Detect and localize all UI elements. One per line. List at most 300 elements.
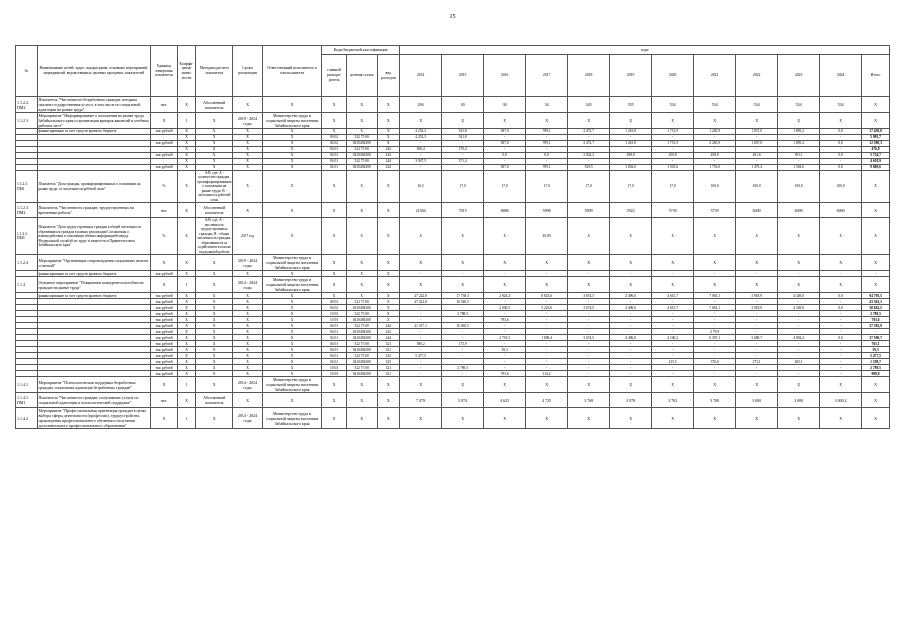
cell-coef: X [177, 323, 195, 329]
table-row [16, 218, 890, 255]
cell-year-2015: - [442, 165, 484, 171]
cell-year-2017: - [526, 147, 568, 153]
cell-year-2019: 4 496,0 [610, 293, 652, 299]
cell-year-2019: X [610, 408, 652, 429]
cell-year-2021: 534 [694, 97, 736, 113]
program-table-wrapper [15, 45, 890, 429]
cell-coef: 1 [177, 113, 195, 129]
cell-coef: X [177, 311, 195, 317]
cell-method: X [196, 135, 233, 141]
cell-year-Итого: 2 789,5 [862, 311, 890, 317]
cell-term: X [233, 347, 263, 353]
cell-coef: X [177, 329, 195, 335]
cell-year-2015: 541,8 [442, 129, 484, 135]
cell-year-2016: - [484, 329, 526, 335]
cell-year-2022: - [736, 347, 778, 353]
cell-exec: X [262, 347, 321, 353]
cell-unit: тыс.рублей [151, 329, 178, 335]
cell-year-Итого: 793,6 [862, 317, 890, 323]
cell-year-2016: 4 625 [484, 393, 526, 408]
cell-term: 2014 - 2024 годы [233, 408, 263, 429]
cell-year-Итого: 12 390,3 [862, 141, 890, 147]
cell-exec: X [262, 271, 321, 277]
cell-name: Показатель "Численность граждан, трудоустроенных на временные работы" [37, 203, 151, 218]
cell-method: А/В, где: А - количество граждан, проинформированных о положении на рынке труда; В - численность рабочей силы [197, 171, 232, 202]
cell-year-2024: 6000 [820, 203, 862, 218]
col-year-2022: 2022 [736, 55, 778, 97]
cell-code2: 0410494300 [346, 329, 377, 335]
cell-year-2019: - [610, 135, 652, 141]
cell-year-2015: - [442, 335, 484, 341]
col-year-2014: 2014 [400, 55, 442, 97]
cell-year-2016: - [484, 359, 526, 365]
cell-year-2021: 458,8 [694, 153, 736, 159]
cell-year-2022: - [736, 311, 778, 317]
cell-term: X [233, 371, 263, 377]
cell-code3: X [377, 393, 400, 408]
cell-year-2016: - [484, 341, 526, 347]
cell-year-2015: 16 065,5 [442, 323, 484, 329]
cell-year-2015: 2 789,5 [442, 365, 484, 371]
cell-year-Итого: 94 795,5 [862, 293, 890, 299]
cell-year-2020: 1 751,9 [652, 129, 694, 135]
table-row [16, 393, 890, 408]
cell-year-2022: - [736, 299, 778, 305]
cell-exec: X [262, 203, 321, 218]
cell-code1: X [322, 255, 347, 271]
cell-exec: X [262, 147, 321, 153]
cell-unit: тыс.рублей [151, 359, 178, 365]
cell-year-2019: X [610, 218, 652, 255]
cell-year-2018: - [568, 323, 610, 329]
cell-code1: X [322, 113, 347, 129]
cell-year-2021: - [694, 135, 736, 141]
cell-year-2021: 7 063,1 [694, 305, 736, 311]
cell-year-2019: 3 978 [610, 393, 652, 408]
cell-year-Итого: X [862, 277, 890, 293]
cell-term: X [233, 305, 263, 311]
cell-year-2019: - [610, 317, 652, 323]
cell-code3: 242 [377, 153, 400, 159]
cell-coef: X [177, 299, 195, 305]
cell-year-2023: 283,1 [778, 359, 820, 365]
cell-code3: 244 [377, 165, 400, 171]
cell-code3: 321 [377, 341, 400, 347]
cell-year-2014: X [400, 255, 442, 271]
cell-name: Мероприятие "Информирование о положении на рынке труда Забайкальского края и организация ярмарок вакансий и учебных рабочих мест" [38, 113, 149, 128]
cell-year-Итого: 9 680,6 [862, 165, 890, 171]
cell-coef: X [177, 341, 195, 347]
cell-year-2018: 345 [568, 97, 610, 113]
cell-year-2016: X [484, 377, 526, 393]
cell-year-2016: 2 791,5 [484, 335, 526, 341]
cell-code1: X [322, 218, 347, 255]
cell-year-2023: X [778, 218, 820, 255]
cell-year-2015: 30 [442, 97, 484, 113]
cell-year-2024: - [820, 341, 862, 347]
col-code-3: вид расходов [377, 55, 400, 97]
cell-method: X [196, 353, 233, 359]
cell-unit: тыс.рублей [151, 129, 178, 135]
cell-year-2021: X [694, 113, 736, 129]
cell-year-2023: X [778, 277, 820, 293]
cell-year-2016: 793,6 [484, 317, 526, 323]
cell-year-2021: 5739 [694, 203, 736, 218]
cell-year-2024: - [820, 299, 862, 305]
cell-code1: 10 03 [322, 311, 347, 317]
cell-year-2018: X [568, 218, 610, 255]
cell-year-2022: X [736, 377, 778, 393]
cell-method: X [196, 165, 233, 171]
cell-code2: 522 75 00 [346, 159, 377, 165]
cell-coef: X [177, 218, 195, 255]
cell-year-2015: - [442, 317, 484, 323]
cell-year-2015: 17 738,3 [442, 293, 484, 299]
cell-code1: 10 03 [322, 365, 347, 371]
cell-code2: X [346, 377, 377, 393]
col-years: годы [400, 46, 890, 55]
cell-year-2021: - [694, 371, 736, 377]
col-term: Сроки реализации [233, 46, 263, 97]
cell-year-2023: - [778, 311, 820, 317]
cell-year-Итого: 39,3 [862, 347, 890, 353]
cell-exec: Министерство труда и социальной защиты населения Забайкальского края [262, 113, 321, 129]
cell-year-2022: - [736, 147, 778, 153]
cell-year-2015: 541,8 [442, 135, 484, 141]
cell-code1: X [322, 408, 347, 429]
cell-year-Итого: X [862, 203, 890, 218]
cell-year-2016: 793,6 [484, 371, 526, 377]
cell-year-2018: X [568, 377, 610, 393]
cell-code2: X [346, 218, 377, 255]
table-row [16, 408, 890, 429]
cell-year-2020: - [652, 271, 694, 277]
col-year-2024: 2024 [820, 55, 862, 97]
cell-unit: тыс.рублей [151, 153, 178, 159]
cell-year-2024: - [820, 147, 862, 153]
col-year-2019: 2019 [610, 55, 652, 97]
table-row [16, 171, 890, 203]
cell-year-2016: X [484, 218, 526, 255]
cell-year-2016: 2 824,4 [484, 293, 526, 299]
cell-num: 1.1.2.3. ПМ2 [16, 203, 38, 218]
cell-year-2015: - [442, 371, 484, 377]
cell-year-2023: - [778, 159, 820, 165]
cell-code1: 10 03 [322, 317, 347, 323]
cell-method: X [196, 147, 233, 153]
cell-code2: 0410494300 [346, 317, 377, 323]
cell-code2: 0410494300 [346, 141, 377, 147]
cell-year-2020: - [652, 353, 694, 359]
cell-num: 1.1.2.3. ПМ3 [16, 218, 38, 255]
cell-year-2024: - [820, 135, 862, 141]
cell-year-2024: X [820, 408, 862, 429]
cell-code3: X [377, 141, 400, 147]
cell-year-2023: - [778, 135, 820, 141]
cell-year-2017: X [526, 377, 568, 393]
cell-year-2020: X [652, 113, 694, 129]
cell-year-2019: - [610, 365, 652, 371]
cell-year-2018: - [568, 353, 610, 359]
cell-year-2024: 534 [820, 97, 862, 113]
cell-year-2019: 1 261,8 [610, 141, 652, 147]
cell-year-2022: 1 837,0 [736, 129, 778, 135]
cell-coef: X [177, 305, 195, 311]
cell-year-2017: - [526, 271, 568, 277]
cell-code1: 04 01 [322, 353, 347, 359]
cell-year-2020: - [652, 147, 694, 153]
cell-exec: X [262, 371, 321, 377]
cell-code2: 0410494300 [346, 165, 377, 171]
cell-year-2014: - [400, 329, 442, 335]
cell-coef: 1 [177, 377, 195, 393]
col-year-2015: 2015 [442, 55, 484, 97]
cell-year-2015: X [442, 277, 484, 293]
cell-year-2018: - [568, 359, 610, 365]
cell-code2: 522 75 00 [346, 135, 377, 141]
cell-year-2020: 1 501,6 [652, 165, 694, 171]
cell-year-Итого: 765,1 [862, 341, 890, 347]
cell-year-2021: 2 265,9 [694, 141, 736, 147]
cell-year-2017: 5908 [526, 203, 568, 218]
cell-method: X [196, 329, 233, 335]
col-unit: Единица измерения показателя [151, 46, 178, 97]
cell-year-2014: 7 479 [400, 393, 442, 408]
cell-year-2022: 1 475,4 [736, 165, 778, 171]
cell-name: Основное мероприятие "Повышение конкурентоспособности граждан на рынке труда" [37, 277, 151, 293]
cell-year-2017: - [526, 323, 568, 329]
cell-year-2017: - [526, 311, 568, 317]
cell-year-2020: 5739 [652, 203, 694, 218]
cell-unit: чел. [151, 203, 178, 218]
cell-year-2017: - [526, 299, 568, 305]
cell-exec: X [262, 218, 321, 255]
cell-year-2021: 1 753,0 [694, 165, 736, 171]
cell-year-2023: X [778, 113, 820, 129]
cell-year-2022: 261,6 [736, 153, 778, 159]
cell-coef: X [177, 135, 195, 141]
cell-term: X [233, 359, 263, 365]
cell-year-2018: - [568, 329, 610, 335]
cell-method: Абсолютный показатель [196, 203, 233, 218]
cell-code1: 04 01 [322, 159, 347, 165]
cell-code2: 522 75 00 [346, 323, 377, 329]
cell-year-2024: 100,0 [820, 171, 862, 203]
table-header [16, 46, 890, 97]
cell-year-2018: 3 674,5 [568, 293, 610, 299]
cell-year-2017: 34 [526, 97, 568, 113]
cell-year-2018: - [568, 311, 610, 317]
cell-coef: X [177, 353, 195, 359]
cell-year-2019: - [610, 359, 652, 365]
cell-year-Итого: 908,8 [862, 371, 890, 377]
cell-year-2019: - [610, 311, 652, 317]
cell-unit: тыс.рублей [151, 347, 178, 353]
cell-year-2020: 4 615,7 [652, 293, 694, 299]
cell-year-2024: 0,0 [820, 129, 862, 135]
cell-year-2022: - [736, 371, 778, 377]
col-year-Итого: Итого [862, 55, 890, 97]
cell-year-2014: 21564 [400, 203, 442, 218]
cell-year-2023: X [778, 377, 820, 393]
cell-year-Итого: - [862, 329, 890, 335]
cell-year-2024: - [820, 271, 862, 277]
cell-year-2019: 4 496,0 [610, 335, 652, 341]
cell-year-2019: - [610, 299, 652, 305]
cell-code1: 00 02 [322, 299, 347, 305]
table-row [16, 255, 890, 271]
cell-year-2016: 39,3 [484, 347, 526, 353]
cell-year-2018: X [568, 255, 610, 271]
cell-unit: X [151, 408, 178, 429]
cell-year-2021: X [694, 277, 736, 293]
cell-code2: 522 75 00 [346, 299, 377, 305]
table-row [16, 113, 890, 129]
cell-year-2014: - [400, 335, 442, 341]
cell-code1: 00 02 [322, 135, 347, 141]
cell-year-2015: 170,4 [442, 147, 484, 153]
cell-year-2021: X [694, 377, 736, 393]
cell-year-2020: - [652, 329, 694, 335]
cell-year-2019: X [610, 255, 652, 271]
cell-year-2022: 3 000 [736, 393, 778, 408]
cell-year-2014: X [400, 408, 442, 429]
cell-code2: 522 75 00 [346, 147, 377, 153]
cell-year-2018: - [568, 147, 610, 153]
cell-term: X [233, 299, 263, 305]
cell-code3: X [377, 129, 400, 135]
cell-year-2014: - [400, 347, 442, 353]
cell-code2: X [346, 293, 377, 299]
cell-year-Итого: 17 458,8 [862, 129, 890, 135]
cell-year-2016: - [484, 135, 526, 141]
cell-code3: X [377, 135, 400, 141]
cell-year-2021: - [694, 159, 736, 165]
cell-method: X [196, 317, 233, 323]
cell-year-2022: 6000 [736, 203, 778, 218]
cell-year-2019: 4 496,0 [610, 305, 652, 311]
cell-exec: X [262, 323, 321, 329]
cell-year-2015: 7815 [442, 203, 484, 218]
cell-exec: X [262, 335, 321, 341]
cell-term: X [233, 153, 263, 159]
cell-unit: тыс.рублей [151, 293, 178, 299]
cell-year-2019: - [610, 159, 652, 165]
cell-code2: 522 75 00 [346, 341, 377, 347]
cell-year-Итого: X [862, 255, 890, 271]
cell-year-2016: 30 [484, 97, 526, 113]
cell-code3: X [377, 317, 400, 323]
cell-code2: 0410494300 [346, 371, 377, 377]
cell-year-2024: - [820, 365, 862, 371]
cell-year-2021: - [694, 299, 736, 305]
cell-code1: 04 01 [322, 147, 347, 153]
cell-code2: 0410494300 [346, 305, 377, 311]
cell-exec: Министерство труда и социальной защиты населения Забайкальского края [262, 277, 321, 293]
cell-unit: тыс.рублей [151, 299, 178, 305]
cell-code2: X [346, 408, 377, 429]
cell-year-2014: - [400, 305, 442, 311]
cell-coef: 1 [177, 277, 195, 293]
cell-year-2019: 1 002,0 [610, 165, 652, 171]
cell-term: X [233, 335, 263, 341]
cell-code1: 04 02 [322, 141, 347, 147]
cell-year-2016: X [484, 408, 526, 429]
cell-year-2014: - [400, 165, 442, 171]
cell-name: Показатель "Доля граждан, проинформированных о положении на рынке труда, от численности рабочей силы" [37, 171, 151, 203]
cell-code3: X [377, 97, 400, 113]
cell-code1: X [322, 97, 347, 113]
cell-code3: 244 [377, 323, 400, 329]
cell-code1: X [322, 271, 347, 277]
cell-year-2023: - [778, 365, 820, 371]
cell-code2: X [346, 129, 377, 135]
cell-code1: X [322, 129, 347, 135]
cell-year-2018: 2 042,2 [568, 153, 610, 159]
cell-year-2014: - [400, 311, 442, 317]
cell-year-2022: 3 918,9 [736, 305, 778, 311]
cell-year-2015: 175,9 [442, 341, 484, 347]
cell-coef: X [177, 371, 195, 377]
cell-exec: X [262, 317, 321, 323]
cell-method: X [196, 365, 233, 371]
cell-year-2015: - [442, 347, 484, 353]
cell-year-2022: X [736, 408, 778, 429]
cell-method: X [196, 113, 233, 129]
cell-year-2022: X [736, 277, 778, 293]
cell-unit: X [151, 377, 178, 393]
cell-year-2023: 100,0 [778, 171, 820, 203]
cell-year-2017: - [526, 353, 568, 359]
cell-year-2015: - [442, 305, 484, 311]
cell-year-2015: 5 874 [442, 393, 484, 408]
cell-code2: 0410494300 [346, 153, 377, 159]
cell-term: 2014 - 2024 годы [233, 277, 263, 293]
cell-year-2019: - [610, 271, 652, 277]
cell-coef: X [177, 335, 195, 341]
cell-year-2020: 250,8 [652, 153, 694, 159]
cell-year-2020: 1 751,9 [652, 141, 694, 147]
cell-code2: 522 75 00 [346, 365, 377, 371]
cell-year-2020: - [652, 311, 694, 317]
cell-year-2018: - [568, 371, 610, 377]
cell-year-2015: - [442, 271, 484, 277]
cell-year-Итого: X [862, 113, 890, 129]
cell-year-2015: - [442, 359, 484, 365]
cell-year-2019: X [610, 113, 652, 129]
cell-unit: тыс.рублей [151, 305, 178, 311]
cell-year-2018: 5909 [568, 203, 610, 218]
cell-year-2022: - [736, 329, 778, 335]
cell-code3: X [377, 113, 400, 129]
cell-exec: X [262, 129, 321, 135]
cell-exec: X [262, 159, 321, 165]
cell-year-2020: - [652, 347, 694, 353]
cell-year-2014: X [400, 113, 442, 129]
cell-year-2017: 0,0 [526, 153, 568, 159]
col-budget-codes: Коды бюджетной классификации [322, 46, 400, 55]
cell-code1: 04 01 [322, 335, 347, 341]
cell-term: X [233, 317, 263, 323]
cell-year-2024: X [820, 377, 862, 393]
cell-year-Итого: X [862, 97, 890, 113]
cell-exec: X [262, 341, 321, 347]
cell-year-2017: - [526, 317, 568, 323]
cell-unit: тыс.рублей [151, 353, 178, 359]
cell-coef: X [177, 159, 195, 165]
cell-year-2014: - [400, 317, 442, 323]
cell-method: Абсолютный показатель [196, 97, 233, 113]
